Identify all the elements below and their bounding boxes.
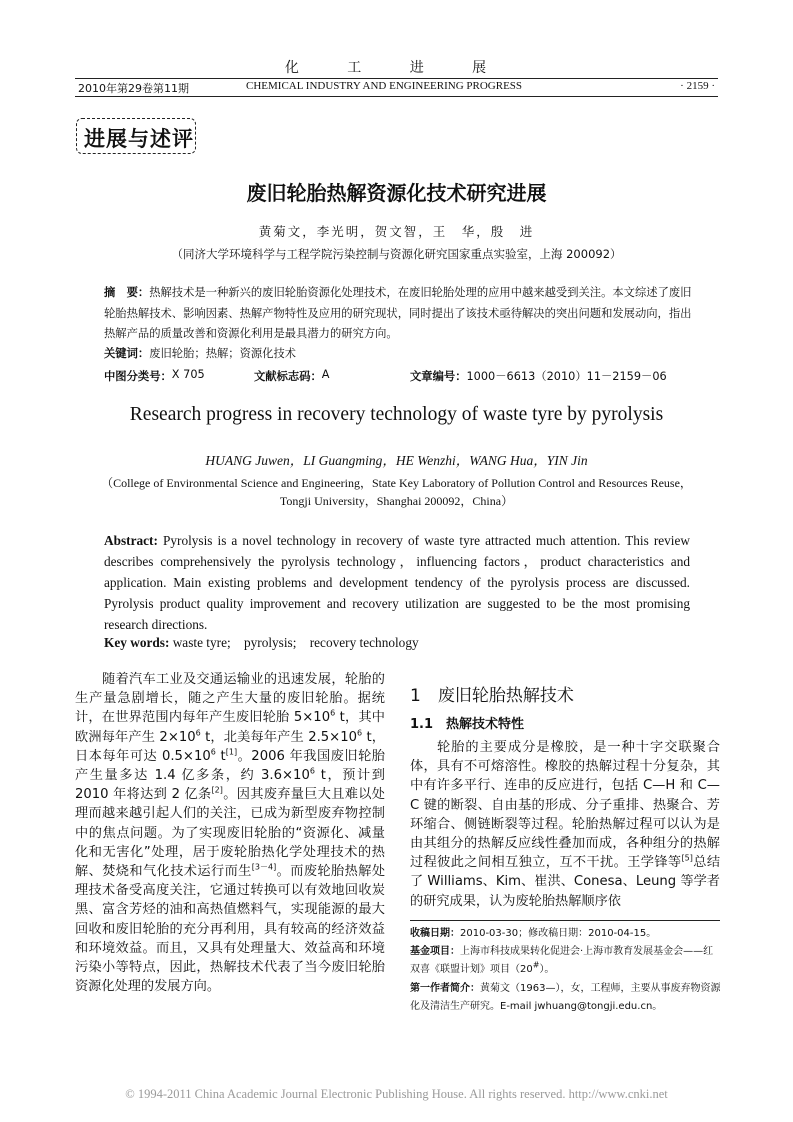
keywords-en	[104, 632, 690, 651]
authors-cn: 黄菊文，李光明，贺文智，王 华，殷 进	[258, 224, 535, 239]
journal-name-cn: 化 工 进 展	[284, 60, 509, 76]
intro-paragraph: 随着汽车工业及交通运输业的迅速发展，轮胎的生产量急剧增长，随之产生大量的废旧轮胎。据统计，在世界范围内每年产生废旧轮胎 $5\times 10^6$ t，其中欧洲每年产生 $2\times 10^6$ t，北美每年产生 $2.5\times 10^6$ t，日本每年可达 $0.5\times 10^6$ t[1]。2006 年我国废旧轮胎产生量多达 1.4 亿多条，约 $3.6\times 10^6$ t，预计到 2010 年将达到 2 亿条[2]。因其废弃量巨大且难以处理而越来越引起人们的关注，已成为新型废弃物控制中的焦点问题。为了实现废旧轮胎的“资源化、减量化和无害化”处理，居于废轮胎热化学处理技术的热解、焚烧和气化技术运行而生[3－4]。而废轮胎热解处理技术备受高度关注，它通过转换可以有效地回收炭黑、富含芳烃的油和高热值燃料气，实现能源的最大回收和废旧轮胎的充分再利用，具有较高的经济效益和环境效益。而且，又具有处理量大、效益高和环境污染小等特点，因此，热解技术代表了当今废旧轮胎资源化处理的发展方向。	[75, 672, 386, 995]
footnote-dates: 收稿日期：2010-03-30；修改稿日期：2010-04-15。	[410, 928, 657, 939]
header-rule-top	[75, 78, 718, 79]
affiliation-en-line1: （College of Environmental Science and Engineering，State Key Laboratory of Pollution Control and Resources Reuse，	[101, 476, 692, 490]
section-badge-label: 进展与述评	[84, 127, 194, 151]
abstract-en	[104, 530, 690, 635]
footnote-rule	[410, 920, 720, 921]
abstract-cn-label: 摘 要：	[104, 286, 150, 299]
body-right-column	[410, 738, 720, 911]
citation-ref[interactable]: [1]	[225, 747, 238, 757]
doc-code-value: A	[321, 368, 330, 381]
abstract-en-text: Pyrolysis is a novel technology in recovery of waste tyre attracted much attention. This review describes comprehensively the pyrolysis technology，influencing factors，product characteristics and application. Main existing problems and development tendency of the pyrolysis process are discussed. Pyrolysis product quality improvement and recovery utilization are suggested to be the most promising research directions.	[104, 533, 690, 632]
copyright-notice: © 1994-2011 China Academic Journal Electronic Publishing House. All rights reserved. http://www.cnki.net	[125, 1087, 668, 1101]
header-rule-bottom	[75, 96, 718, 97]
abstract-cn-text: 热解技术是一种新兴的废旧轮胎资源化处理技术，在废旧轮胎处理的应用中越来越受到关注。本文综述了废旧轮胎热解技术、影响因素、热解产物特性及应用的研究现状，同时提出了该技术亟待解决的突出问题和发展动向，指出热解产品的质量改善和资源化利用是最具潜力的研究方向。	[104, 286, 692, 340]
authors-en: HUANG Juwen，LI Guangming，HE Wenzhi，WANG Hua，YIN Jin	[205, 453, 588, 468]
footnotes	[410, 925, 722, 1016]
issue-info: 2010年第29卷第11期	[78, 82, 189, 95]
footnote-fund: 基金项目：上海市科技成果转化促进会·上海市教育发展基金会——红双喜《联盟计划》项目（20#）。	[410, 946, 714, 976]
clc-field	[104, 368, 205, 384]
doc-code-field	[254, 368, 330, 384]
article-title-cn: 废旧轮胎热解资源化技术研究进展	[246, 181, 547, 205]
article-no-field	[410, 368, 667, 384]
article-title-en: Research progress in recovery technology of waste tyre by pyrolysis	[129, 404, 664, 425]
section-badge	[76, 118, 196, 156]
body-left-column	[75, 670, 385, 996]
keywords-cn-label: 关键词：	[104, 347, 150, 360]
citation-ref[interactable]: [3－4]	[251, 862, 277, 872]
affiliation-cn: （同济大学环境科学与工程学院污染控制与资源化研究国家重点实验室，上海 200092）	[171, 247, 622, 261]
keywords-cn	[104, 345, 694, 361]
section-1-heading: 1 废旧轮胎热解技术	[410, 686, 574, 706]
page-number: · 2159 ·	[680, 80, 715, 92]
section-1-1-paragraph: 轮胎的主要成分是橡胶，是一种十字交联聚合体，具有不可熔溶性。橡胶的热解过程十分复杂，其中有许多平行、连串的反应进行，包括 C—H 和 C—C 键的断裂、自由基的形成、分子重排、热聚合、芳环缩合、侧链断裂等过程。轮胎热解过程可以认为是由其组分的热解反应线性叠加而成，各种组分的热解过程彼此之间相互独立，互不干扰。王学锋等[5]总结了 Williams、Kim、崔洪、Conesa、Leung 等学者的研究成果，认为废轮胎热解顺序依	[410, 740, 721, 909]
keywords-en-text: waste tyre; pyrolysis; recovery technology	[172, 635, 419, 650]
abstract-cn	[104, 283, 694, 345]
article-no-label: 文章编号：	[410, 370, 467, 383]
footnote-author: 第一作者简介：黄菊文（1963—），女，工程师，主要从事废弃物资源化及清洁生产研究。E-mail jwhuang@tongji.edu.cn。	[410, 982, 721, 1012]
journal-name-en: CHEMICAL INDUSTRY AND ENGINEERING PROGRESS	[246, 80, 523, 92]
section-1-1-heading: 1.1 热解技术特性	[410, 717, 525, 732]
doc-code-label: 文献标志码：	[254, 370, 322, 383]
clc-value: X 705	[171, 368, 205, 381]
article-no-value: 1000－6613（2010）11－2159－06	[466, 370, 667, 383]
citation-ref[interactable]: [2]	[211, 785, 223, 795]
affiliation-en-line2: Tongji University，Shanghai 200092，China）	[279, 494, 514, 508]
citation-ref[interactable]: [5]	[681, 853, 693, 863]
clc-label: 中图分类号：	[104, 370, 172, 383]
keywords-cn-text: 废旧轮胎；热解；资源化技术	[149, 347, 297, 360]
keywords-en-label: Key words:	[104, 635, 170, 650]
abstract-en-label: Abstract:	[104, 533, 158, 548]
